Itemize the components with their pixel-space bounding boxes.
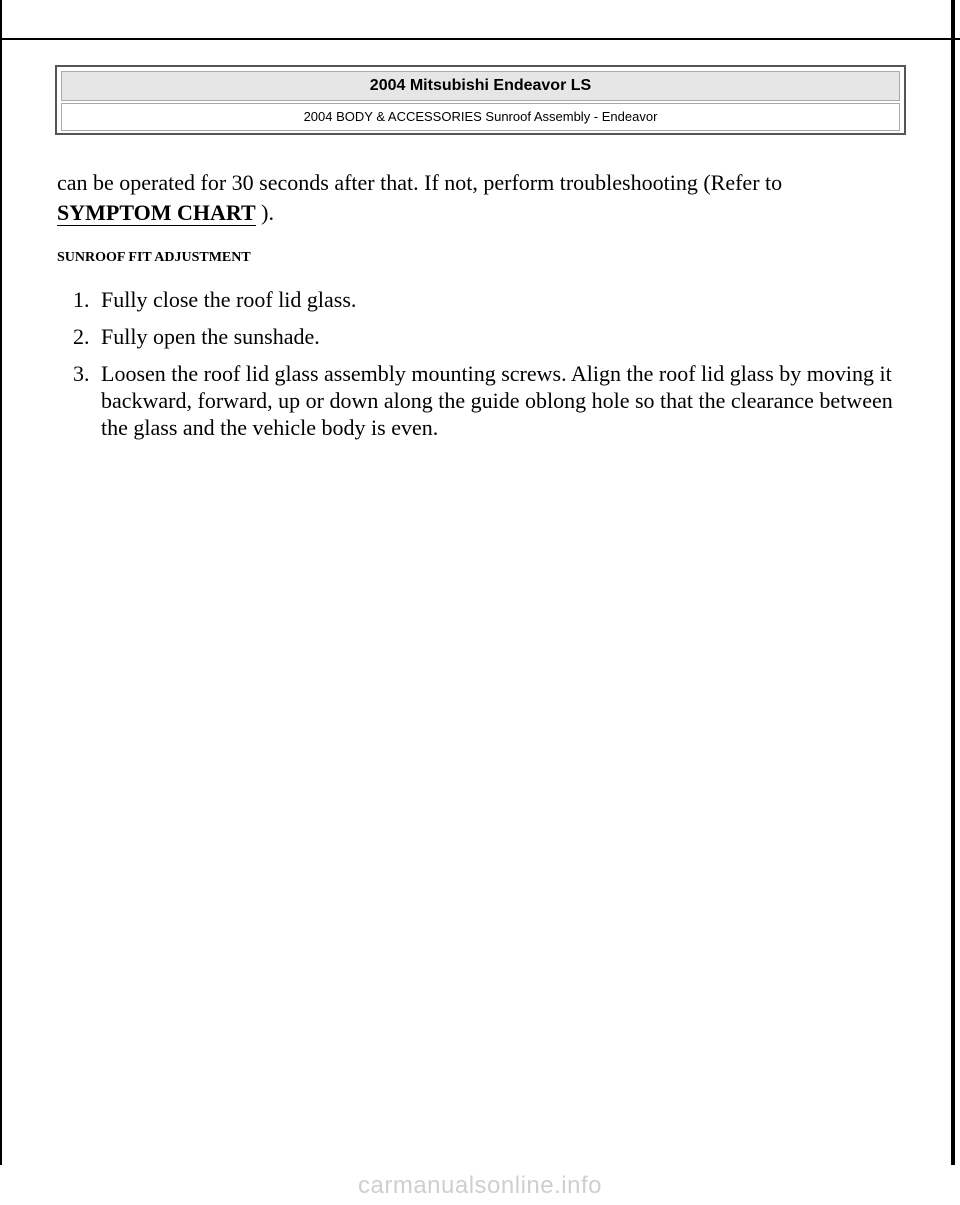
intro-tail: ). <box>255 200 274 225</box>
step-text: Fully open the sunshade. <box>101 324 320 349</box>
intro-text: can be operated for 30 seconds after that. If not, perform troubleshooting (Refer to <box>57 170 783 195</box>
document-header <box>55 65 906 135</box>
list-item <box>57 360 897 441</box>
page-frame-right <box>951 0 955 1165</box>
site-watermark: carmanualsonline.info <box>358 1172 602 1199</box>
step-text: Loosen the roof lid glass assembly mounting screws. Align the roof lid glass by moving it backward, forward, up or down along the guide oblong hole so that the clearance between the glass and the vehicle body is even. <box>101 361 893 440</box>
list-item <box>57 286 897 313</box>
steps-list <box>57 286 897 441</box>
step-number: 2. <box>73 324 90 349</box>
header-subtitle: 2004 BODY & ACCESSORIES Sunroof Assembly - Endeavor <box>61 103 900 131</box>
section-heading: SUNROOF FIT ADJUSTMENT <box>57 250 251 265</box>
page-frame-top <box>0 38 960 40</box>
header-title: 2004 Mitsubishi Endeavor LS <box>61 71 900 101</box>
step-text: Fully close the roof lid glass. <box>101 287 357 312</box>
document-content <box>57 168 897 451</box>
intro-paragraph <box>57 168 897 228</box>
list-item <box>57 323 897 350</box>
step-number: 3. <box>73 361 90 386</box>
page-frame-left <box>0 0 2 1165</box>
symptom-chart-link[interactable]: SYMPTOM CHART <box>57 200 256 225</box>
step-number: 1. <box>73 287 90 312</box>
